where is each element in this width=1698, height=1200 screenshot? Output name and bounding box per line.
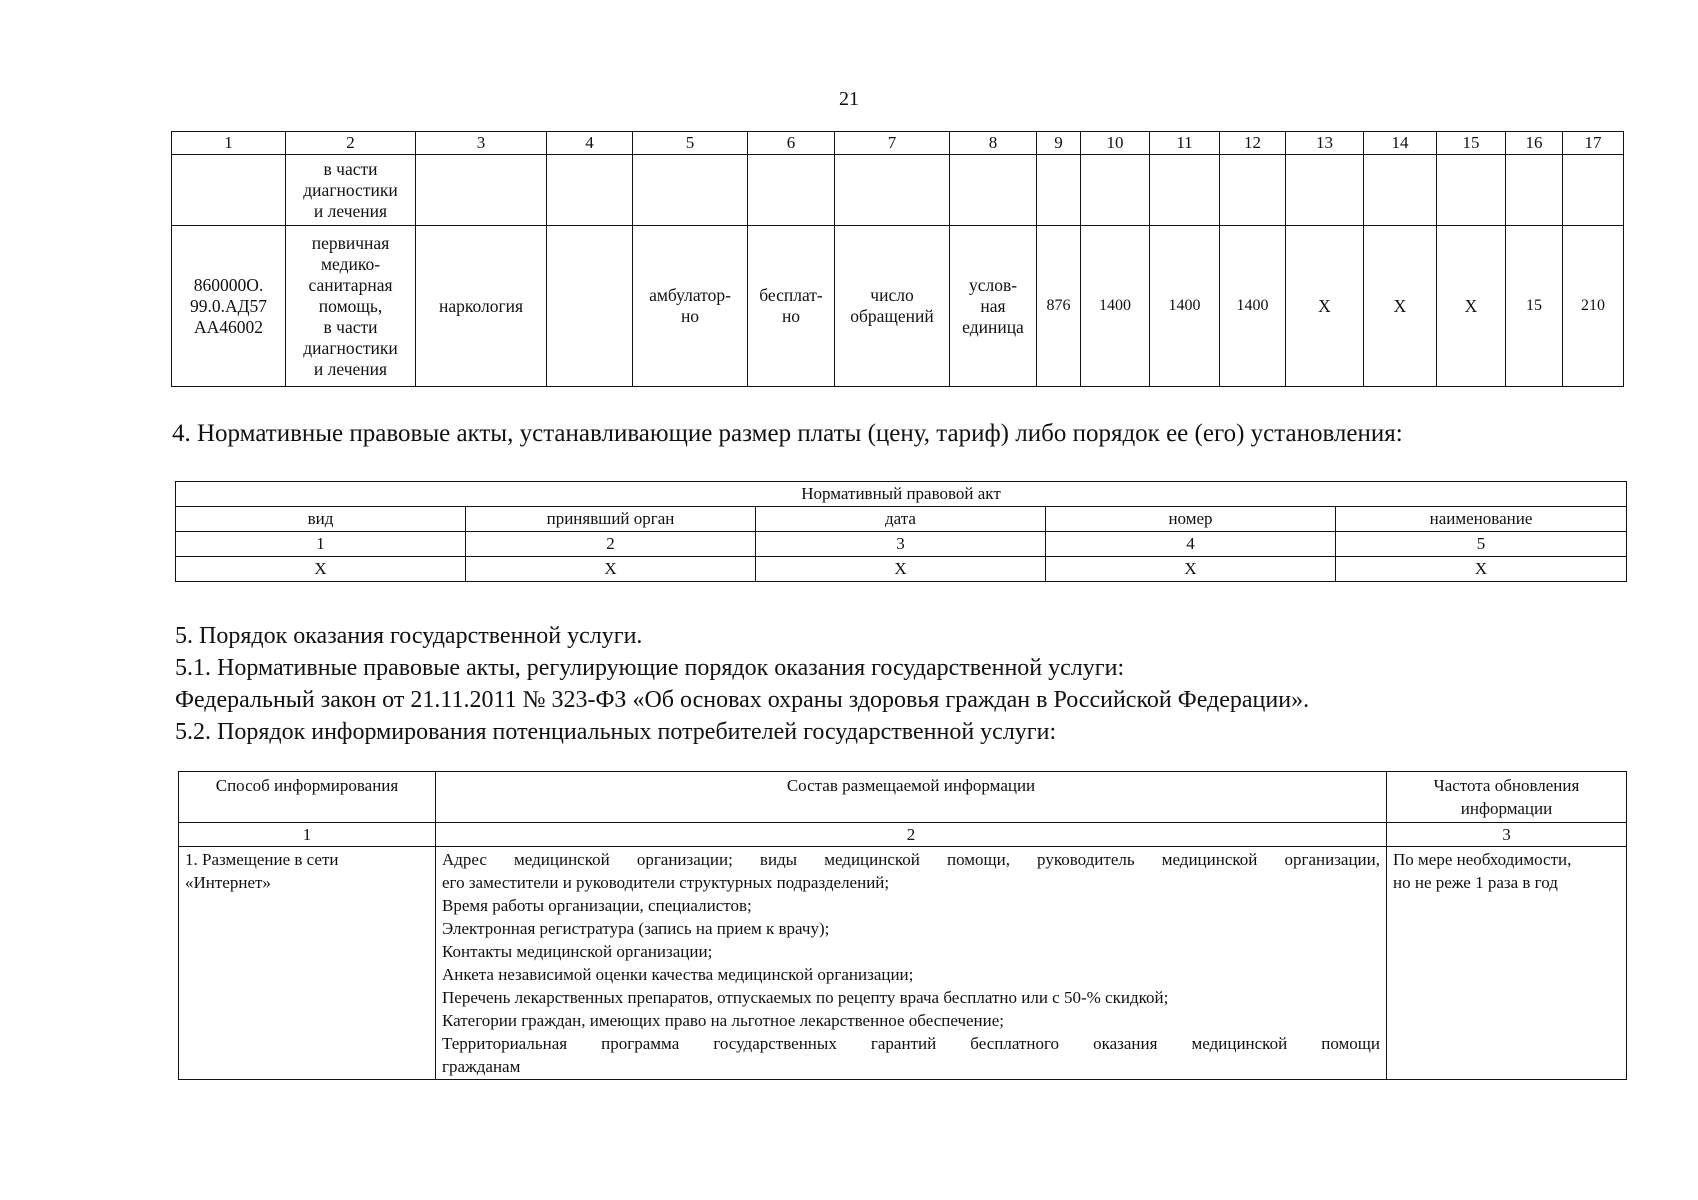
header-cell: наименование <box>1336 507 1627 532</box>
header-cell: Способ информирования <box>179 772 436 823</box>
header-cell: Частота обновления информации <box>1387 772 1627 823</box>
page-number: 21 <box>839 88 859 110</box>
value-cell: Х <box>1046 557 1336 582</box>
cell-line: но <box>781 306 801 326</box>
section-5-text <box>175 620 1309 748</box>
value-cell: Х <box>1336 557 1627 582</box>
cell-line: обращений <box>850 306 934 326</box>
info-line: Территориальная программа государственных гарантий бесплатного оказания медицинской помощи <box>442 1034 1380 1053</box>
service-content-cell <box>286 155 416 226</box>
value-cell: 1400 <box>1220 226 1286 387</box>
service-content-cell <box>286 226 416 387</box>
value-cell: Х <box>176 557 466 582</box>
number-cell: 2 <box>436 823 1387 847</box>
cell-line: в части <box>323 158 378 179</box>
unit-cell <box>950 226 1037 387</box>
table-cell <box>1037 155 1081 226</box>
value-cell: Х <box>466 557 756 582</box>
header-cell: 8 <box>950 132 1037 155</box>
cell-line: 1. Размещение в сети <box>185 850 339 869</box>
update-frequency-cell <box>1387 847 1627 1080</box>
table-row <box>176 557 1627 582</box>
info-line: Перечень лекарственных препаратов, отпускаемых по рецепту врача бесплатно или с 50-% скидкой; <box>442 988 1169 1007</box>
table-header-row <box>176 507 1627 532</box>
info-line: Адрес медицинской организации; виды медицинской помощи, руководитель медицинской организации, <box>442 850 1380 869</box>
header-cell: 1 <box>172 132 286 155</box>
table-cell <box>748 155 835 226</box>
cell-line: и лечения <box>313 200 388 221</box>
number-cell: 3 <box>1387 823 1627 847</box>
table-cell <box>547 155 633 226</box>
header-cell: 13 <box>1286 132 1364 155</box>
table-row <box>172 226 1624 387</box>
condition-cell <box>633 226 748 387</box>
registry-code-cell <box>172 226 286 387</box>
value-cell: Х <box>1364 226 1437 387</box>
cell-line: первичная <box>311 232 390 253</box>
payment-cell <box>748 226 835 387</box>
info-line: Электронная регистратура (запись на прием к врачу); <box>442 919 830 938</box>
value-cell: Х <box>756 557 1046 582</box>
table-number-row <box>176 532 1627 557</box>
profile-cell: наркология <box>416 226 547 387</box>
header-cell: 17 <box>1563 132 1624 155</box>
value-cell: 1400 <box>1081 226 1150 387</box>
table-cell <box>1364 155 1437 226</box>
header-cell: 6 <box>748 132 835 155</box>
header-cell: вид <box>176 507 466 532</box>
table-cell <box>950 155 1037 226</box>
header-cell: дата <box>756 507 1046 532</box>
services-volume-table <box>171 131 1624 387</box>
cell-line: помощь, <box>318 295 383 316</box>
info-line: Анкета независимой оценки качества медицинской организации; <box>442 965 914 984</box>
indicator-cell <box>835 226 950 387</box>
header-cell: 11 <box>1150 132 1220 155</box>
info-line: Время работы организации, специалистов; <box>442 896 752 915</box>
info-line: Категории граждан, имеющих право на льготное лекарственное обеспечение; <box>442 1011 1005 1030</box>
table-cell <box>416 155 547 226</box>
table-cell <box>1286 155 1364 226</box>
cell-line: амбулатор- <box>649 285 731 305</box>
table-title-row <box>176 482 1627 507</box>
table-row <box>179 847 1627 1080</box>
okei-code-cell: 876 <box>1037 226 1081 387</box>
cell-line: ная <box>980 295 1006 316</box>
info-line: его заместители и руководители структурных подразделений; <box>442 873 890 892</box>
cell-line: 99.0.АД57 <box>189 295 268 316</box>
cell-line: диагностики <box>303 179 398 200</box>
cell-line: «Интернет» <box>185 873 271 892</box>
header-cell: 10 <box>1081 132 1150 155</box>
cell-line: услов- <box>968 274 1018 295</box>
number-cell: 4 <box>1046 532 1336 557</box>
cell-line: но не реже 1 раза в год <box>1393 873 1558 892</box>
section-5-1-heading: 5.1. Нормативные правовые акты, регулирующие порядок оказания государственной услуги: <box>175 655 1125 681</box>
header-cell: 3 <box>416 132 547 155</box>
cell-line: и лечения <box>313 358 388 379</box>
table-header-row <box>172 132 1624 155</box>
section-5-heading: 5. Порядок оказания государственной услуги. <box>175 623 643 649</box>
section-4-heading: 4. Нормативные правовые акты, устанавливающие размер платы (цену, тариф) либо порядок ее (его) установления: <box>172 420 1403 447</box>
cell-line: медико- <box>320 253 381 274</box>
cell-line: но <box>680 306 700 326</box>
table-cell <box>1563 155 1624 226</box>
informing-method-cell <box>179 847 436 1080</box>
number-cell: 2 <box>466 532 756 557</box>
table-cell <box>547 226 633 387</box>
header-cell: 16 <box>1506 132 1563 155</box>
value-cell: 1400 <box>1150 226 1220 387</box>
value-cell: Х <box>1437 226 1506 387</box>
value-cell: 15 <box>1506 226 1563 387</box>
cell-line: бесплат- <box>759 285 823 305</box>
table-cell <box>633 155 748 226</box>
table-row <box>172 155 1624 226</box>
header-cell: 4 <box>547 132 633 155</box>
number-cell: 1 <box>179 823 436 847</box>
value-cell: 210 <box>1563 226 1624 387</box>
header-cell: 15 <box>1437 132 1506 155</box>
table-header-row <box>179 772 1627 823</box>
cell-line: По мере необходимости, <box>1393 850 1572 869</box>
table-cell <box>835 155 950 226</box>
federal-law-reference: Федеральный закон от 21.11.2011 № 323-ФЗ «Об основах охраны здоровья граждан в Российской Федерации». <box>175 687 1310 713</box>
header-cell: Состав размещаемой информации <box>436 772 1387 823</box>
number-cell: 1 <box>176 532 466 557</box>
cell-line: АА46002 <box>193 316 264 337</box>
header-cell: номер <box>1046 507 1336 532</box>
table-cell <box>1081 155 1150 226</box>
header-cell: 9 <box>1037 132 1081 155</box>
information-content-cell <box>436 847 1387 1080</box>
cell-line: в части <box>323 316 378 337</box>
number-cell: 3 <box>756 532 1046 557</box>
table-cell <box>1220 155 1286 226</box>
table-number-row <box>179 823 1627 847</box>
cell-line: единица <box>962 316 1024 337</box>
header-cell: принявший орган <box>466 507 756 532</box>
legal-acts-table <box>175 481 1627 582</box>
header-cell: 2 <box>286 132 416 155</box>
cell-line: диагностики <box>303 337 398 358</box>
value-cell: Х <box>1286 226 1364 387</box>
header-cell: 5 <box>633 132 748 155</box>
table-cell <box>1437 155 1506 226</box>
table-cell <box>172 155 286 226</box>
cell-line: 860000О. <box>193 274 264 295</box>
info-line: гражданам <box>442 1057 521 1076</box>
info-line: Контакты медицинской организации; <box>442 942 713 961</box>
header-cell: 7 <box>835 132 950 155</box>
header-cell: 12 <box>1220 132 1286 155</box>
cell-line: санитарная <box>308 274 393 295</box>
informing-table <box>178 771 1627 1080</box>
cell-line: число <box>870 285 914 305</box>
section-5-2-heading: 5.2. Порядок информирования потенциальных потребителей государственной услуги: <box>175 719 1057 745</box>
table-title: Нормативный правовой акт <box>176 482 1627 507</box>
table-cell <box>1150 155 1220 226</box>
table-cell <box>1506 155 1563 226</box>
header-cell: 14 <box>1364 132 1437 155</box>
number-cell: 5 <box>1336 532 1627 557</box>
